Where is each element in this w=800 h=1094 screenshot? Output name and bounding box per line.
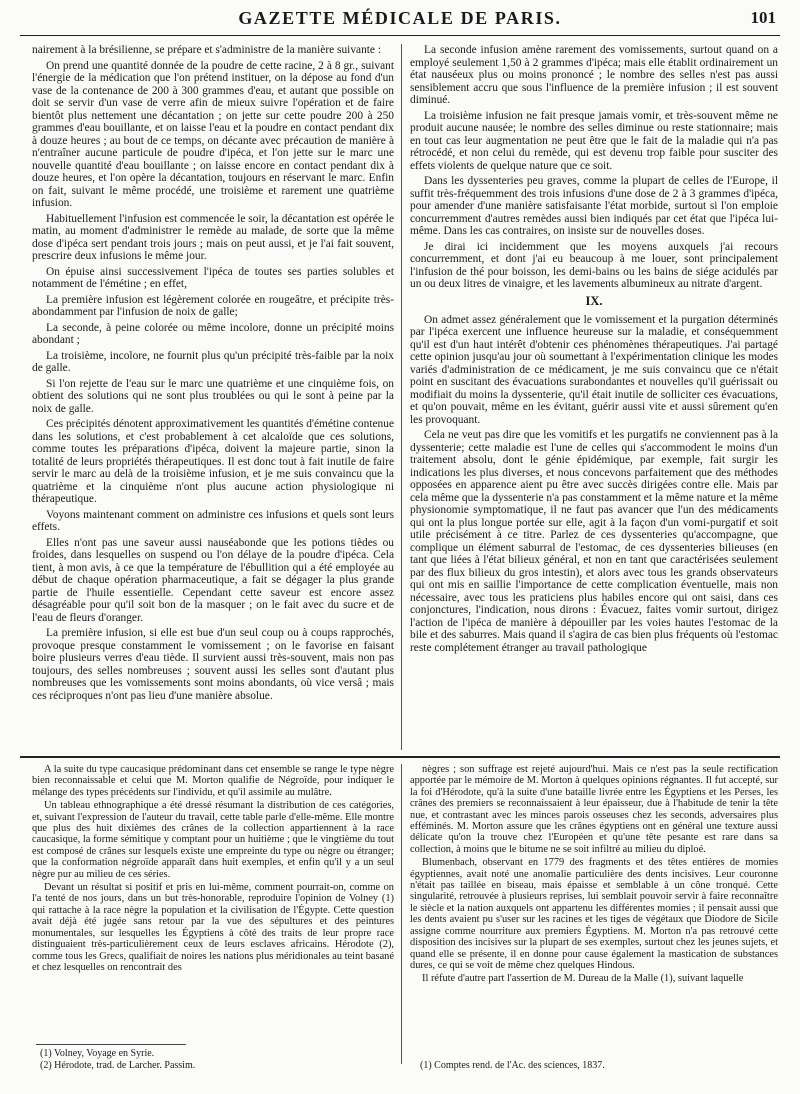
feuilleton-right-column <box>410 764 778 1042</box>
left-column <box>32 44 394 748</box>
paragraph: La première infusion est légèrement colorée en rougeâtre, et précipite très-abondamment par l'infusion de noix de galle; <box>32 293 394 318</box>
paragraph: La troisième infusion ne fait presque jamais vomir, et très-souvent même ne produit aucune nausée; le nombre des selles diminue ou reste stationnaire; mais en tout cas leur augmentation ne peut être que le fait de la maladie qui n'a pas rétrocédé, et non celui du remède, qui est devenu trop faible pour susciter des effets violents de quelque nature que ce soit. <box>410 109 778 172</box>
paragraph: On admet assez généralement que le vomissement et la purgation déterminés par l'ipéca exercent une influence heureuse sur la maladie, et conséquemment qu'il est d'un haut intérêt d'obtenir ces phénomènes thérapeutiques. J'ai partagé cette opinion jusqu'au jour où soumettant à l'expérimentation clinique les modes variés d'administration de ce médicament, je me suis convaincu que ce n'était point en suscitant des évacuations surabondantes et nouvelles qu'il guérissait ou modifiait du moins la dyssenterie, qu'il était inutile de solliciter ces évacuations, et qu'on pouvait, même en les évitant, guérir aussi vite et aussi sûrement qu'en les provoquant. <box>410 313 778 426</box>
paragraph: Cela ne veut pas dire que les vomitifs et les purgatifs ne conviennent pas à la dyssenterie; cette maladie est l'une de celles qui s'accommodent le moins d'un traitement absolu, dont le génie épidémique, par exemple, fait surgir les indications les plus diverses, et nous concevons parfaitement que des méthodes opposées en apparence aient pu être avec succès dirigées contre elle. Mais par cela même que la dyssenterie n'a pas constamment et la même nature et la même physionomie symptomatique, il ne faut pas avancer que l'un des médicaments qui ont la plus longue portée sur elle, agit à la façon d'un vomi-purgatif et soit utile précisément à ce titre. Parlez de ces dyssenteries qu'accompagne, que complique un élément saburral de l'estomac, de ces dyssenteries bilieuses (en tant que liées à l'état bilieux général, et non en tant que caractérisées seulement par des flux bilieux du gros intestin), et alors avec tous les grands observateurs qui ont mis en saillie l'importance de cette complication éventuelle, mais non nécessaire, avec tous les praticiens plus habiles encore qui ont saisi, dans ces conjonctures, l'indication, nous dirons : Évacuez, faites vomir surtout, dirigez l'action de l'ipéca de manière à dépouiller par les voies hautes l'estomac de la bile et des saburres. Mais quand il s'agira de cas bien plus fréquents où l'estomac reste complétement étranger au travail pathologique <box>410 429 778 654</box>
footnote-rule <box>36 1044 186 1045</box>
footnotes-left <box>40 1048 380 1072</box>
page-header <box>20 6 780 36</box>
right-column <box>410 44 778 748</box>
paragraph: Habituellement l'infusion est commencée le soir, la décantation est opérée le matin, au moment d'administrer le remède au malade, de sorte que la même dose d'ipéca sert pendant trois jours ; mais on peut aussi, et je l'ai fait souvent, prescrire deux infusions le même jour. <box>32 212 394 262</box>
paragraph: On épuise ainsi successivement l'ipéca de toutes ses parties solubles et notamment de l'émétine ; en effet, <box>32 265 394 290</box>
footnote: (2) Hérodote, trad. de Larcher. Passim. <box>40 1060 196 1071</box>
paragraph: Dans les dyssenteries peu graves, comme la plupart de celles de l'Europe, il suffit très-fréquemment des trois infusions d'une dose de 2 à 3 grammes d'ipéca, pour amender d'une manière satisfaisante l'état morbide, surtout si l'on emploie concurremment d'autres remèdes aussi bien indiqués par cet état que l'ipéca lui-même. Dans les cas contraires, on insiste sur de nouvelles doses. <box>410 175 778 237</box>
paragraph: nègres ; son suffrage est rejeté aujourd'hui. Mais ce n'est pas la seule rectification apportée par le mémoire de M. Morton à quelques opinions régnantes. Il fut accepté, sur la foi d'Hérodote, qu'à la suite d'une bataille livrée entre les Égyptiens et les Perses, les crânes des premiers se reconnaissaient à leur épaisseur, due à l'habitude de tenir la tête nue, et contrastant avec les minces parois osseuses chez les seconds, adversaires plus efféminés. M. Morton assure que les crânes égyptiens ont en général une texture aussi délicate qu'on la trouve chez l'Européen et qu'une tête pesante est rare dans sa collection, à moins que le bitume ne se soit infiltré au milieu du diploé. <box>410 764 778 855</box>
page-number: 101 <box>750 8 776 27</box>
footnote: (1) Comptes rend. de l'Ac. des sciences, 1837. <box>420 1060 605 1071</box>
paragraph: nairement à la brésilienne, se prépare et s'administre de la manière suivante : <box>32 44 382 56</box>
column-divider <box>401 764 402 1064</box>
paragraph: Je dirai ici incidemment que les moyens auxquels j'ai recours concurremment, et dont j'ai eu beaucoup à me louer, sont principalement l'infusion de thé pour boisson, les demi-bains ou les bains de siége acidulés par un ou deux litres de vinaigre, et les lavements albumineux au nitrate d'argent. <box>410 240 778 290</box>
paragraph: A la suite du type caucasique prédominant dans cet ensemble se range le type nègre bien reconnaissable et celui que M. Morton qualifie de Négroïde, pour indiquer le mélange des types précédents sur l'individu, et qu'il assimile au mulâtre. <box>32 764 394 798</box>
paragraph: La seconde, à peine colorée ou même incolore, donne un précipité moins abondant ; <box>32 321 394 346</box>
column-divider <box>401 44 402 750</box>
paragraph: La seconde infusion amène rarement des vomissements, surtout quand on a employé seulement 1,50 à 2 grammes d'ipéca; mais elle établit ordinairement un état nauséeux plus ou moins prononcé ; le nombre des selles n'est pas aussi sensiblement accru que sous l'influence de la première infusion ; il est souvent diminué. <box>410 44 778 106</box>
paragraph: Blumenbach, observant en 1779 des fragments et des têtes entières de momies égyptiennes, avait noté une anomalie particulière des dents incisives. Leur couronne n'était pas taillée en biseau, mais épaisse et semblable à un cône tronqué. Cette singularité, retrouvée à plusieurs reprises, lui semblait pouvoir servir à faire reconnaître le siècle et la nation auxquels ont appartenu les différentes momies ; il pensait aussi que les dents avaient pu s'user sur les racines et les tiges de végétaux que Diodore de Sicile assigne comme nourriture aux premiers Égyptiens. M. Morton n'a pas retrouvé cette disposition des incisives sur la plupart de ses exemples, surtout chez les jeunes sujets, et quand elle se présente, il en donne pour cause également la mastication de substances dures, ce qui se voit de même chez quelques Hindous. <box>410 857 778 971</box>
paragraph: Ces précipités dénotent approximativement les quantités d'émétine contenue dans les solutions, et c'est probablement à cet alcaloïde que ces solutions, comme toutes les préparations d'ipéca, doivent la majeure partie, sinon la totalité de leurs propriétés thérapeutiques. Il est donc tout à fait inutile de faire servir le marc au delà de la troisième infusion, et je me suis convaincu que la quatrième et la cinquième n'ont plus aucune action physiologique ni thérapeutique. <box>32 418 394 505</box>
paragraph: Si l'on rejette de l'eau sur le marc une quatrième et une cinquième fois, on obtient des solutions qui ne sont plus troublées ou qui le sont à peine par la noix de galle. <box>32 377 394 415</box>
section-heading: IX. <box>585 293 603 308</box>
paragraph: Voyons maintenant comment on administre ces infusions et quels sont leurs effets. <box>32 508 394 533</box>
paragraph: Elles n'ont pas une saveur aussi nauséabonde que les potions tièdes ou froides, dans lesquelles on suspend ou l'on délaye de la poudre d'ipéca. Cela tient, à mon avis, à ce que la température de l'ébullition qui a été employée au début de chaque opération pharmaceutique, a fait se dégager la plus grande partie de l'huile essentielle. Cependant cette saveur est encore assez désagréable pour qu'il soit bon de la masquer ; on le fait avec du sucre et de l'eau de fleurs d'oranger. <box>32 536 394 624</box>
feuilleton-separator <box>20 756 780 758</box>
footnote: (1) Volney, Voyage en Syrie. <box>40 1048 155 1059</box>
paragraph: La première infusion, si elle est bue d'un seul coup ou à coups rapprochés, provoque presque constamment le vomissement ; on le favorise en faisant boire plusieurs verres d'eau tiède. Il survient aussi très-souvent, mais non pas toujours, des selles nombreuses ; souvent aussi les selles sont d'autant plus nombreuses que les vomissements sont moins abondants, où vice versâ ; mais ces réciproques n'ont pas lieu d'une manière absolue. <box>32 627 394 702</box>
paragraph: Devant un résultat si positif et pris en lui-même, comment pourrait-on, comme on l'a tenté de nos jours, dans un but très-honorable, reproduire l'opinion de Volney (1) qui rattache à la race nègre la population et la civilisation de l'Égypte. Cette question avait déjà été jugée sans retour par la vue des sépultures et des peintures monumentales, sur lesquelles les Égyptiens à côté des traits de leur propre race distinguaient très-particulièrement ceux de leurs esclaves africains. Hérodote (2), comme tous les Grecs, qualifiait de noires les nations plus méridionales au teint basané et chez lesquelles on rencontrait des <box>32 882 394 973</box>
feuilleton-left-column <box>32 764 394 1042</box>
paragraph: On prend une quantité donnée de la poudre de cette racine, 2 à 8 gr., suivant l'énergie de la médication que l'on prétend instituer, on la dépose au fond d'un vase de la contenance de 200 à 300 grammes d'eau, et autant que possible on doit se servir d'un vase de verre afin de mieux suivre l'opération et de faire bientôt plus nettement une décantation ; on jette sur cette poudre 200 à 250 grammes d'eau bouillante, et on laisse l'eau et la poudre en contact pendant dix à douze heures ; au bout de ce temps, on décante avec précaution de manière à n'entraîner aucune particule de poudre d'ipéca, et l'on jette sur le marc une nouvelle quantité d'eau bouillante ; on laisse encore en contact pendant dix à douze heures, et l'on opère la décantation, toujours en réservant le marc. Enfin on fait, suivant le même procédé, une troisième et rarement une quatrième infusion. <box>32 59 394 209</box>
footnotes-right <box>420 1060 770 1072</box>
paragraph: Un tableau ethnographique a été dressé résumant la distribution de ces catégories, et, suivant l'expression de l'auteur du travail, cette table parle d'elle-même. Elle montre que plus des huit dixièmes des crânes de la collection appartiennent à la race caucasique, la forme sémitique y comptant pour un huitième ; que le vingtième du tout est composé de crânes sur lesquels existe une empreinte du type ou nègre ou étranger; que la conformation négroïde apparaît dans huit exemples, et enfin qu'il y a un seul nègre pur au milieu de ces séries. <box>32 800 394 880</box>
journal-title: GAZETTE MÉDICALE DE PARIS. <box>238 8 562 28</box>
paragraph: La troisième, incolore, ne fournit plus qu'un précipité très-faible par la noix de galle. <box>32 349 394 374</box>
paragraph: Il réfute d'autre part l'assertion de M. Dureau de la Malle (1), suivant laquelle <box>422 973 744 985</box>
